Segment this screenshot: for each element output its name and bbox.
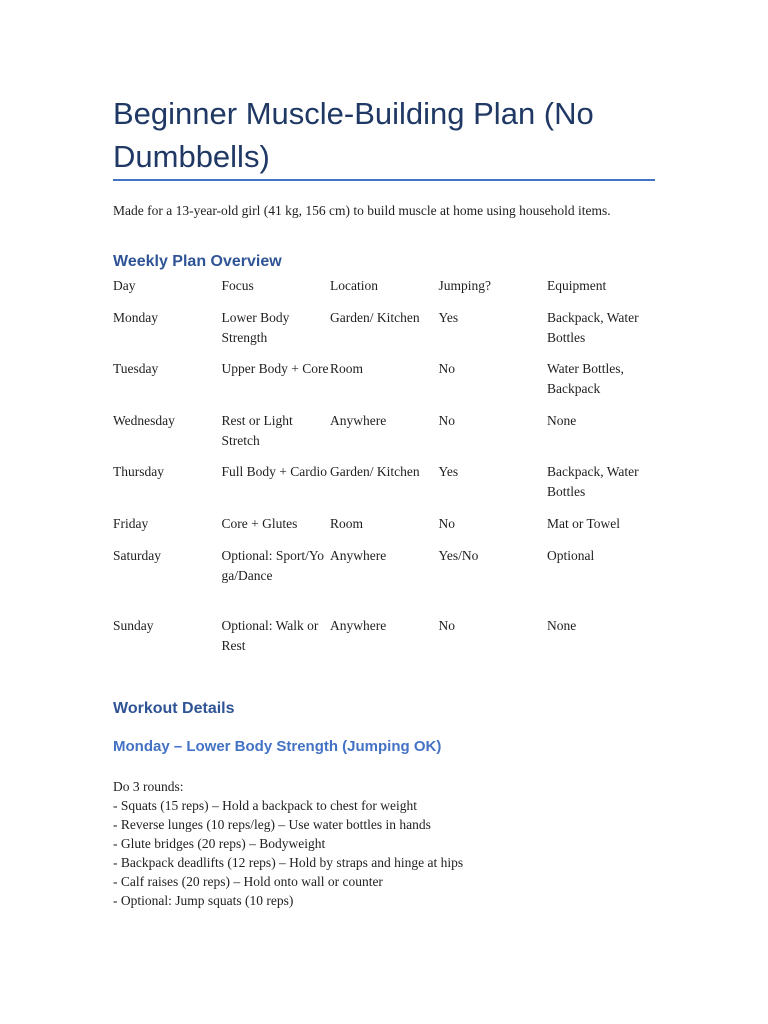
header-equipment: Equipment bbox=[547, 278, 607, 293]
cell-day: Tuesday bbox=[113, 361, 159, 376]
cell-jumping: No bbox=[438, 413, 455, 428]
table-row bbox=[113, 616, 673, 667]
cell-jumping: Yes/No bbox=[438, 548, 479, 563]
cell-day: Saturday bbox=[113, 548, 161, 563]
header-location: Location bbox=[330, 278, 378, 293]
cell-day: Sunday bbox=[113, 618, 154, 633]
cell-jumping: No bbox=[438, 618, 455, 633]
list-item: - Optional: Jump squats (10 reps) bbox=[113, 893, 294, 908]
page-title: Beginner Muscle-Building Plan (No Dumbbells) bbox=[113, 96, 594, 174]
list-item: - Glute bridges (20 reps) – Bodyweight bbox=[113, 836, 326, 851]
cell-location: Garden/ Kitchen bbox=[330, 464, 420, 479]
table-row bbox=[113, 359, 673, 411]
cell-focus: Upper Body + Core bbox=[221, 361, 329, 376]
table-header-row bbox=[113, 276, 673, 308]
cell-location: Room bbox=[330, 361, 364, 376]
cell-equipment: Backpack, Water Bottles bbox=[547, 310, 639, 345]
table-row bbox=[113, 514, 673, 546]
cell-focus: Rest or Light Stretch bbox=[221, 413, 293, 448]
cell-focus: Full Body + Cardio bbox=[221, 464, 327, 479]
cell-jumping: No bbox=[438, 516, 455, 531]
cell-day: Wednesday bbox=[113, 413, 175, 428]
intro-text: Made for a 13-year-old girl (41 kg, 156 cm) to build muscle at home using household items. bbox=[113, 203, 611, 218]
title-underline bbox=[113, 179, 655, 181]
cell-equipment: None bbox=[547, 618, 577, 633]
cell-equipment: Optional bbox=[547, 548, 595, 563]
weekly-plan-heading: Weekly Plan Overview bbox=[113, 253, 282, 270]
cell-day: Thursday bbox=[113, 464, 164, 479]
monday-heading: Monday – Lower Body Strength (Jumping OK) bbox=[113, 738, 442, 755]
list-item: - Backpack deadlifts (12 reps) – Hold by straps and hinge at hips bbox=[113, 855, 464, 870]
cell-equipment: None bbox=[547, 413, 577, 428]
cell-jumping: Yes bbox=[438, 310, 459, 325]
weekly-plan-table bbox=[113, 276, 673, 667]
table-row bbox=[113, 411, 673, 462]
monday-workout-list bbox=[113, 777, 673, 910]
workout-details-heading: Workout Details bbox=[113, 700, 235, 717]
cell-location: Anywhere bbox=[330, 548, 387, 563]
cell-jumping: No bbox=[438, 361, 455, 376]
cell-day: Monday bbox=[113, 310, 158, 325]
cell-equipment: Water Bottles, Backpack bbox=[547, 361, 624, 396]
cell-location: Anywhere bbox=[330, 413, 387, 428]
cell-day: Friday bbox=[113, 516, 149, 531]
cell-focus: Lower Body Strength bbox=[221, 310, 290, 345]
cell-focus: Optional: Sport/Yoga/Dance bbox=[221, 548, 325, 583]
table-row bbox=[113, 462, 673, 514]
list-item: - Calf raises (20 reps) – Hold onto wall or counter bbox=[113, 874, 383, 889]
cell-location: Anywhere bbox=[330, 618, 387, 633]
cell-focus: Core + Glutes bbox=[221, 516, 298, 531]
cell-location: Room bbox=[330, 516, 364, 531]
header-focus: Focus bbox=[221, 278, 254, 293]
cell-focus: Optional: Walk or Rest bbox=[221, 618, 319, 653]
list-item: - Reverse lunges (10 reps/leg) – Use water bottles in hands bbox=[113, 817, 431, 832]
list-item: - Squats (15 reps) – Hold a backpack to chest for weight bbox=[113, 798, 418, 813]
table-row bbox=[113, 308, 673, 359]
header-jumping: Jumping? bbox=[438, 278, 491, 293]
cell-equipment: Mat or Towel bbox=[547, 516, 621, 531]
header-day: Day bbox=[113, 278, 136, 293]
list-item: Do 3 rounds: bbox=[113, 779, 184, 794]
table-row bbox=[113, 546, 673, 616]
cell-jumping: Yes bbox=[438, 464, 459, 479]
cell-location: Garden/ Kitchen bbox=[330, 310, 420, 325]
cell-equipment: Backpack, Water Bottles bbox=[547, 464, 639, 499]
